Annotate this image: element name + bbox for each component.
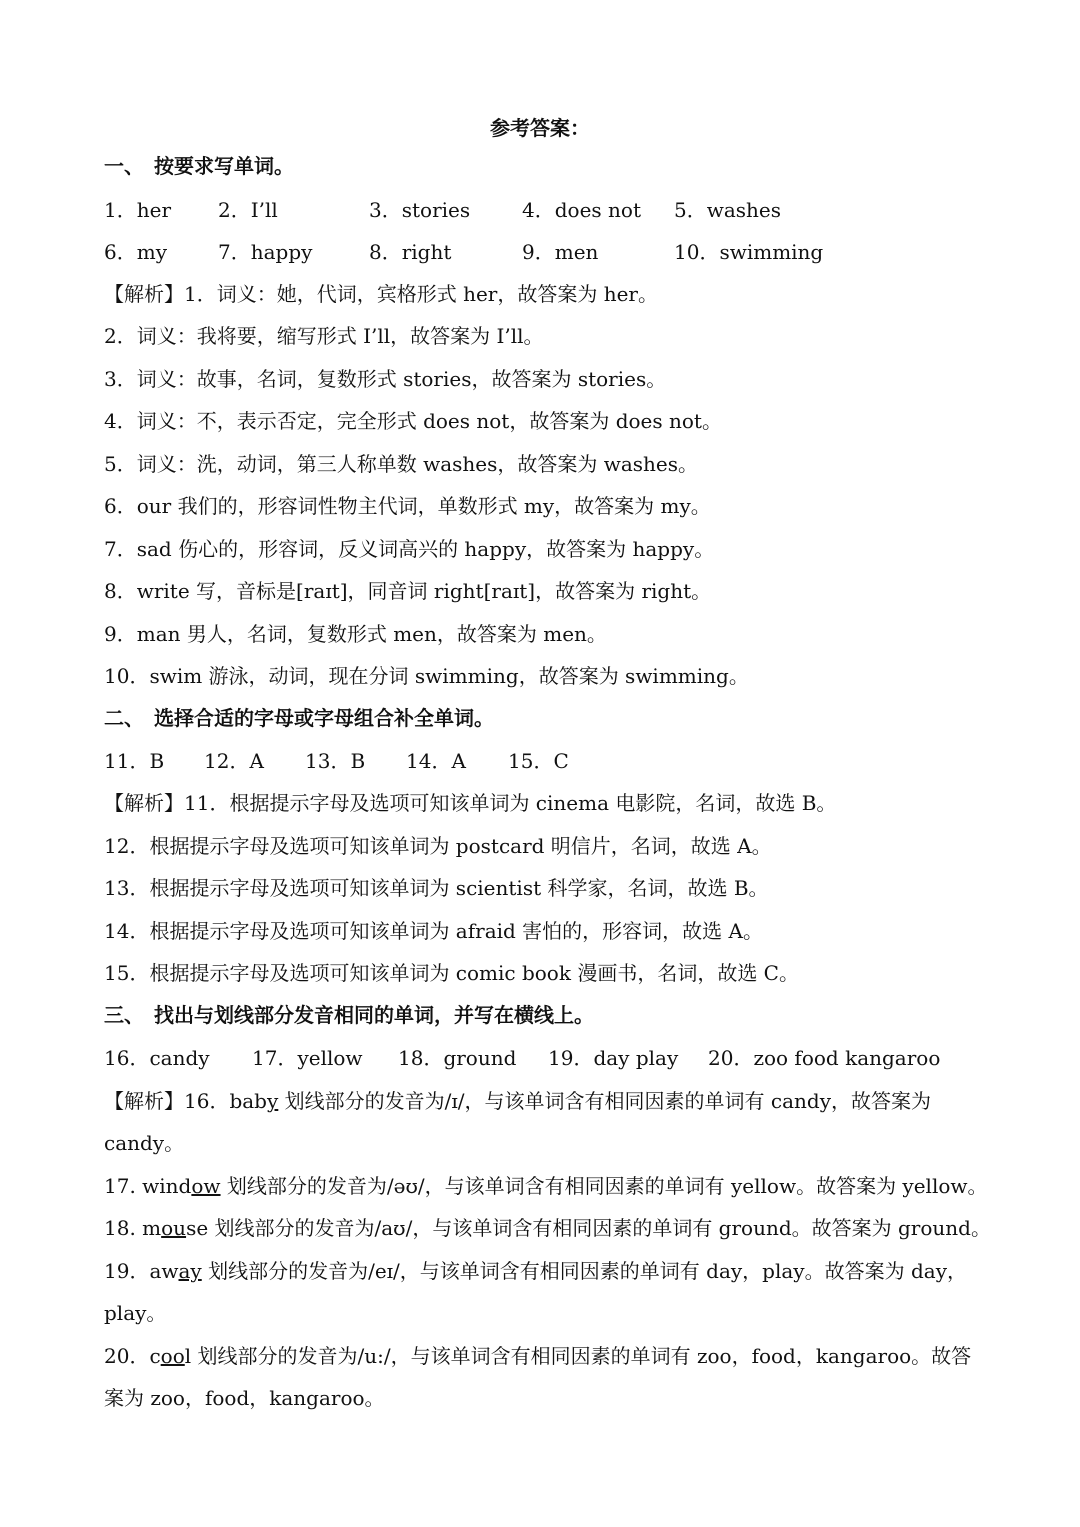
section-2-heading: 二、 选择合适的字母或字母组合补全单词。 — [104, 706, 494, 730]
answer-item: 11．B — [104, 749, 165, 773]
explanation-line — [104, 1342, 971, 1370]
answer-item: 12．A — [204, 749, 264, 773]
explanation-line: 15．根据提示字母及选项可知该单词为 comic book 漫画书，名词，故选 C。 — [104, 961, 799, 985]
answer-item: 20．zoo food kangaroo — [708, 1046, 941, 1070]
explanation-text: 划线部分的发音为/əʊ/，与该单词含有相同因素的单词有 yellow。故答案为 yellow。 — [220, 1174, 988, 1198]
answer-item: 7．happy — [218, 240, 313, 264]
underlined-letters: ow — [191, 1174, 221, 1198]
explanation-line: play。 — [104, 1301, 167, 1325]
explanation-line: 3．词义：故事，名词，复数形式 stories，故答案为 stories。 — [104, 367, 667, 391]
explanation-text: 划线部分的发音为/ɪ/，与该单词含有相同因素的单词有 candy，故答案为 — [278, 1089, 931, 1113]
explanation-line — [104, 1257, 967, 1285]
answer-item: 16．candy — [104, 1046, 210, 1070]
explanation-text: 17. wind — [104, 1174, 192, 1198]
explanation-line: 9．man 男人，名词，复数形式 men，故答案为 men。 — [104, 622, 607, 646]
underlined-letters: ay — [178, 1259, 202, 1283]
explanation-text: 20．c — [104, 1344, 161, 1368]
explanation-line: 4．词义：不，表示否定，完全形式 does not，故答案为 does not。 — [104, 409, 722, 433]
underlined-letters: oo — [160, 1344, 185, 1368]
answer-item: 3．stories — [369, 198, 471, 222]
explanation-line: 2．词义：我将要，缩写形式 I’ll，故答案为 I’ll。 — [104, 324, 544, 348]
page-title: 参考答案： — [490, 116, 590, 140]
explanation-line: 7．sad 伤心的，形容词，反义词高兴的 happy，故答案为 happy。 — [104, 537, 715, 561]
answer-item: 17．yellow — [252, 1046, 363, 1070]
explanation-line — [104, 1214, 991, 1242]
answer-item: 13．B — [305, 749, 366, 773]
explanation-text: 19．aw — [104, 1259, 179, 1283]
answer-item: 9．men — [522, 240, 599, 264]
answer-item: 5．washes — [674, 198, 782, 222]
explanation-text: 【解析】16．bab — [104, 1089, 267, 1113]
section-1-heading: 一、 按要求写单词。 — [104, 154, 294, 178]
explanation-line: 5．词义：洗，动词，第三人称单数 washes，故答案为 washes。 — [104, 452, 699, 476]
answer-item: 19．day play — [548, 1046, 679, 1070]
answer-item: 8．right — [369, 240, 452, 264]
answer-item: 1．her — [104, 198, 172, 222]
explanation-line: 8．write 写，音标是[raɪt]，同音词 right[raɪt]，故答案为 right。 — [104, 579, 712, 603]
explanation-line: 10．swim 游泳，动词，现在分词 swimming，故答案为 swimming。 — [104, 664, 749, 688]
answer-item: 18．ground — [398, 1046, 517, 1070]
explanation-line: 【解析】1．词义：她，代词，宾格形式 her，故答案为 her。 — [104, 282, 658, 306]
explanation-line — [104, 1087, 931, 1115]
underlined-letters: y — [266, 1089, 279, 1113]
explanation-text: se 划线部分的发音为/aʊ/，与该单词含有相同因素的单词有 ground。故答案为 ground。 — [186, 1216, 991, 1240]
explanation-line: 案为 zoo，food，kangaroo。 — [104, 1386, 385, 1410]
section-3-heading: 三、 找出与划线部分发音相同的单词，并写在横线上。 — [104, 1003, 594, 1027]
explanation-line: 13．根据提示字母及选项可知该单词为 scientist 科学家，名词，故选 B。 — [104, 876, 769, 900]
explanation-line: 【解析】11．根据提示字母及选项可知该单词为 cinema 电影院，名词，故选 B。 — [104, 791, 837, 815]
answer-item: 15．C — [508, 749, 569, 773]
explanation-line: 14．根据提示字母及选项可知该单词为 afraid 害怕的，形容词，故选 A。 — [104, 919, 763, 943]
answer-item: 4．does not — [522, 198, 641, 222]
explanation-text: l 划线部分的发音为/u:/，与该单词含有相同因素的单词有 zoo，food，kangaroo。故答 — [184, 1344, 972, 1368]
answer-item: 14．A — [406, 749, 466, 773]
explanation-text: 18. m — [104, 1216, 162, 1240]
explanation-line: 12．根据提示字母及选项可知该单词为 postcard 明信片，名词，故选 A。 — [104, 834, 772, 858]
underlined-letters: ou — [161, 1216, 187, 1240]
explanation-line — [104, 1172, 988, 1200]
answer-item: 10．swimming — [674, 240, 824, 264]
answer-item: 6．my — [104, 240, 167, 264]
explanation-text: 划线部分的发音为/eɪ/，与该单词含有相同因素的单词有 day，play。故答案为 day， — [201, 1259, 967, 1283]
answer-item: 2．I’ll — [218, 198, 278, 222]
explanation-line: candy。 — [104, 1131, 185, 1155]
explanation-line: 6．our 我们的，形容词性物主代词，单数形式 my，故答案为 my。 — [104, 494, 711, 518]
